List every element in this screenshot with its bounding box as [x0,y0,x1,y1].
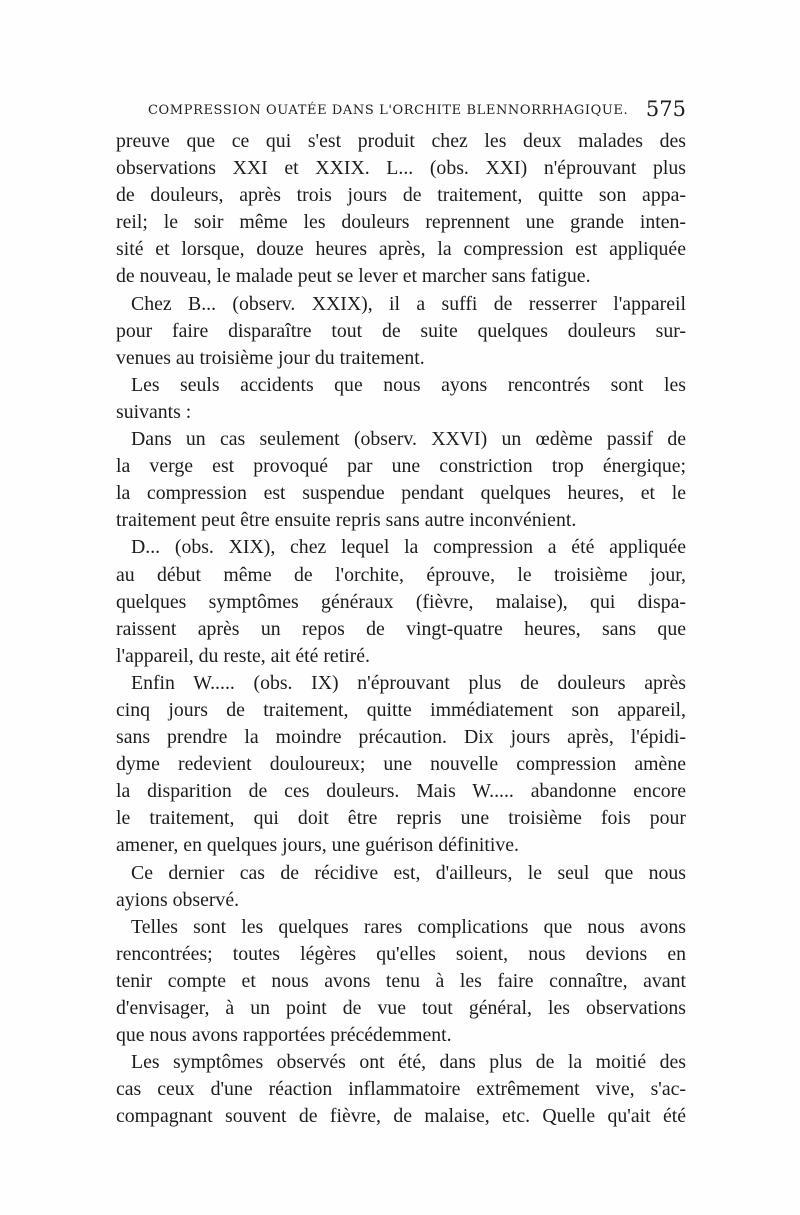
text-line: de nouveau, le malade peut se lever et marcher sans fatigue. [116,265,591,288]
text-line: quelques symptômes généraux (fièvre, malaise), qui dispa- [116,590,686,613]
text-line: tenir compte et nous avons tenu à les faire connaître, avant [116,969,686,992]
text-line: la disparition de ces douleurs. Mais W..... abandonne encore [116,780,686,803]
page-header [148,97,686,123]
text-line: cas ceux d'une réaction inflammatoire extrêmement vive, s'ac- [116,1078,686,1101]
text-line: preuve que ce qui s'est produit chez les deux malades des [116,130,686,152]
text-line: pour faire disparaître tout de suite quelques douleurs sur- [116,319,686,342]
text-line: sité et lorsque, douze heures après, la compression est appliquée [116,238,686,261]
text-line: compagnant souvent de fièvre, de malaise, etc. Quelle qu'ait été [116,1105,686,1128]
text-line: la verge est provoqué par une constriction trop énergique; [116,455,686,478]
text-line: sans prendre la moindre précaution. Dix jours après, l'épidi- [116,726,686,749]
text-line: raissent après un repos de vingt-quatre heures, sans que [116,617,686,640]
text-line: Les seuls accidents que nous ayons rencontrés sont les [131,373,686,396]
text-line: Ce dernier cas de récidive est, d'ailleurs, le seul que nous [131,861,686,884]
text-line: d'envisager, à un point de vue tout général, les observations [116,997,686,1019]
text-line: de douleurs, après trois jours de traitement, quitte son appa- [116,184,686,207]
text-line: Enfin W..... (obs. IX) n'éprouvant plus de douleurs après [131,671,686,694]
text-line: Les symptômes observés ont été, dans plus de la moitié des [131,1051,686,1074]
text-line: D... (obs. XIX), chez lequel la compression a été appliquée [131,536,686,559]
text-line: que nous avons rapportées précédemment. [116,1024,452,1047]
text-line: rencontrées; toutes légères qu'elles soient, nous devions en [116,942,686,965]
running-head: COMPRESSION OUATÉE DANS L'ORCHITE BLENNORRHAGIQUE. [148,103,629,118]
text-line: cinq jours de traitement, quitte immédiatement son appareil, [116,698,686,721]
text-line: traitement peut être ensuite repris sans autre inconvénient. [116,509,577,532]
text-line: au début même de l'orchite, éprouve, le troisième jour, [116,563,686,586]
body-text [116,128,686,1130]
text-line: ayions observé. [116,888,240,911]
text-line: venues au troisième jour du traitement. [116,346,425,369]
text-line: amener, en quelques jours, une guérison définitive. [116,834,519,857]
text-line: le traitement, qui doit être repris une troisième fois pour [116,807,686,830]
text-line: l'appareil, du reste, ait été retiré. [116,644,370,667]
text-line: reil; le soir même les douleurs reprennent une grande inten- [116,211,686,234]
page-number: 575 [645,97,686,121]
text-line: observations XXI et XXIX. L... (obs. XXI) n'éprouvant plus [116,157,686,180]
text-line: Telles sont les quelques rares complications que nous avons [131,915,686,938]
text-line: suivants : [116,400,192,423]
text-line: Dans un cas seulement (observ. XXVI) un œdème passif de [131,428,686,451]
text-line: dyme redevient douloureux; une nouvelle compression amène [116,753,686,776]
text-line: Chez B... (observ. XXIX), il a suffi de resserrer l'appareil [131,292,686,315]
text-line: la compression est suspendue pendant quelques heures, et le [116,482,686,505]
